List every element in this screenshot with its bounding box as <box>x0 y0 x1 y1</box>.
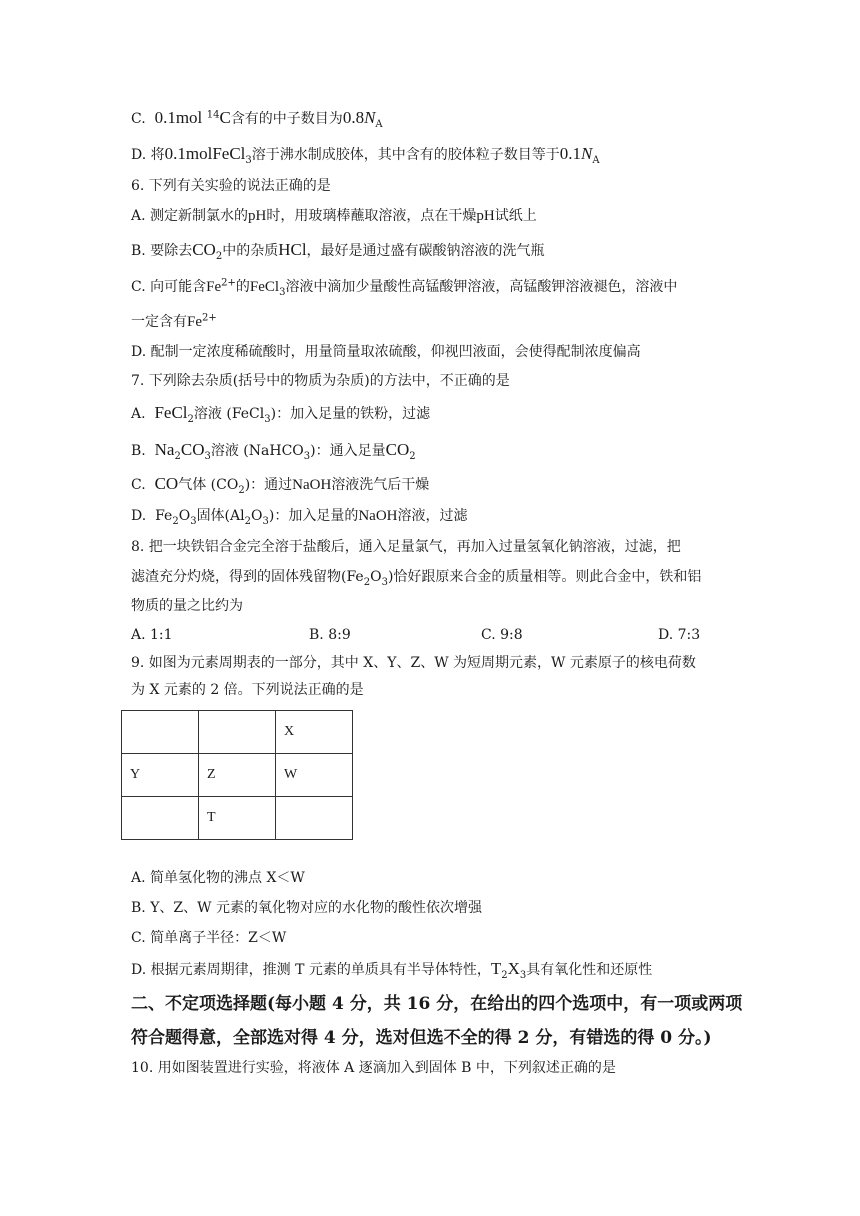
table-cell: X <box>276 711 353 754</box>
q8-line3: 物质的量之比约为 <box>131 598 243 614</box>
q8-option-b: B. 8:9 <box>309 627 351 643</box>
q8-option-a: A. 1:1 <box>131 627 173 643</box>
q7-option-c: C. CO气体 $(CO_2)$：通过NaOH溶液洗气后干燥 <box>131 474 430 496</box>
q9-option-b: B. Y、Z、W 元素的氧化物对应的水化物的酸性依次增强 <box>131 900 482 916</box>
q7-option-d: D. $Fe_2O_3$固体$(Al_2O_3)$：加入足量的NaOH溶液，过滤 <box>131 508 468 527</box>
table-cell <box>122 797 199 840</box>
section-heading-line2: 符合题得意，全部选对得 4 分，选对但选不全的得 2 分，有错选的得 0 分。) <box>131 1028 712 1048</box>
periodic-table-fragment <box>121 710 353 840</box>
q9-option-a: A. 简单氢化物的沸点 X＜W <box>131 870 305 886</box>
q6-option-d: D. 配制一定浓度稀硫酸时，用量筒量取浓硫酸，仰视凹液面，会使得配制浓度偏高 <box>131 344 641 360</box>
q8-line2: 滤渣充分灼烧，得到的固体残留物$(Fe_2O_3)$恰好跟原来合金的质量相等。则此合金中，铁和铝 <box>131 569 702 588</box>
table-row <box>122 754 353 797</box>
q5-option-d: D. 将0.1molFeCl$_3$溶于沸水制成胶体，其中含有的胶体粒子数目等于$0.1N_A$ <box>131 144 600 166</box>
q9-line2: 为 X 元素的 2 倍。下列说法正确的是 <box>131 682 364 698</box>
q7-option-a: A. FeCl$_2$溶液 (FeCl$_3$)：加入足量的铁粉，过滤 <box>131 403 431 425</box>
table-cell: Y <box>122 754 199 797</box>
table-cell <box>122 711 199 754</box>
table-cell: T <box>199 797 276 840</box>
table-cell: Z <box>199 754 276 797</box>
q9-line1: 9. 如图为元素周期表的一部分，其中 X、Y、Z、W 为短周期元素，W 元素原子的核电荷数 <box>131 655 696 671</box>
table-cell: W <box>276 754 353 797</box>
q5-option-c: C. 0.1mol $^{14}$C含有的中子数目为$0.8N_A$ <box>131 108 383 130</box>
q8-line1: 8. 把一块铁铝合金完全溶于盐酸后，通入足量氯气，再加入过量氢氧化钠溶液，过滤，把 <box>131 539 681 555</box>
q7-option-b: B. $Na_2CO_3$溶液 (NaHCO$_3$)：通入足量$CO_2$ <box>131 440 416 462</box>
q7-stem: 7. 下列除去杂质(括号中的物质为杂质)的方法中，不正确的是 <box>131 373 510 389</box>
q8-option-d: D. 7:3 <box>658 627 701 643</box>
table-row <box>122 711 353 754</box>
q8-options <box>131 625 731 645</box>
q6-stem: 6. 下列有关实验的说法正确的是 <box>131 178 331 194</box>
q6-option-c: C. 向可能含$Fe^{2+}$的FeCl$_3$溶液中滴加少量酸性高锰酸钾溶液，高锰酸钾溶液褪色，溶液中 <box>131 277 678 298</box>
q6-option-a: A. 测定新制氯水的pH时，用玻璃棒蘸取溶液，点在干燥pH试纸上 <box>131 208 537 224</box>
q6-option-b: B. 要除去$CO_2$中的杂质HCl，最好是通过盛有碳酸钠溶液的洗气瓶 <box>131 240 545 262</box>
q10-stem: 10. 用如图装置进行实验，将液体 A 逐滴加入到固体 B 中，下列叙述正确的是 <box>131 1060 616 1076</box>
q6-option-c-cont: 一定含有$Fe^{2+}$ <box>131 312 217 330</box>
table-cell <box>199 711 276 754</box>
table-row <box>122 797 353 840</box>
table-cell <box>276 797 353 840</box>
q9-option-d: D. 根据元素周期律，推测 T 元素的单质具有半导体特性，$T_2X_3$具有氧化性和还原性 <box>131 959 653 981</box>
q8-option-c: C. 9:8 <box>481 627 523 643</box>
q9-option-c: C. 简单离子半径：Z＜W <box>131 930 287 946</box>
section-heading-line1: 二、不定项选择题(每小题 4 分，共 16 分，在给出的四个选项中，有一项或两项 <box>131 994 743 1014</box>
